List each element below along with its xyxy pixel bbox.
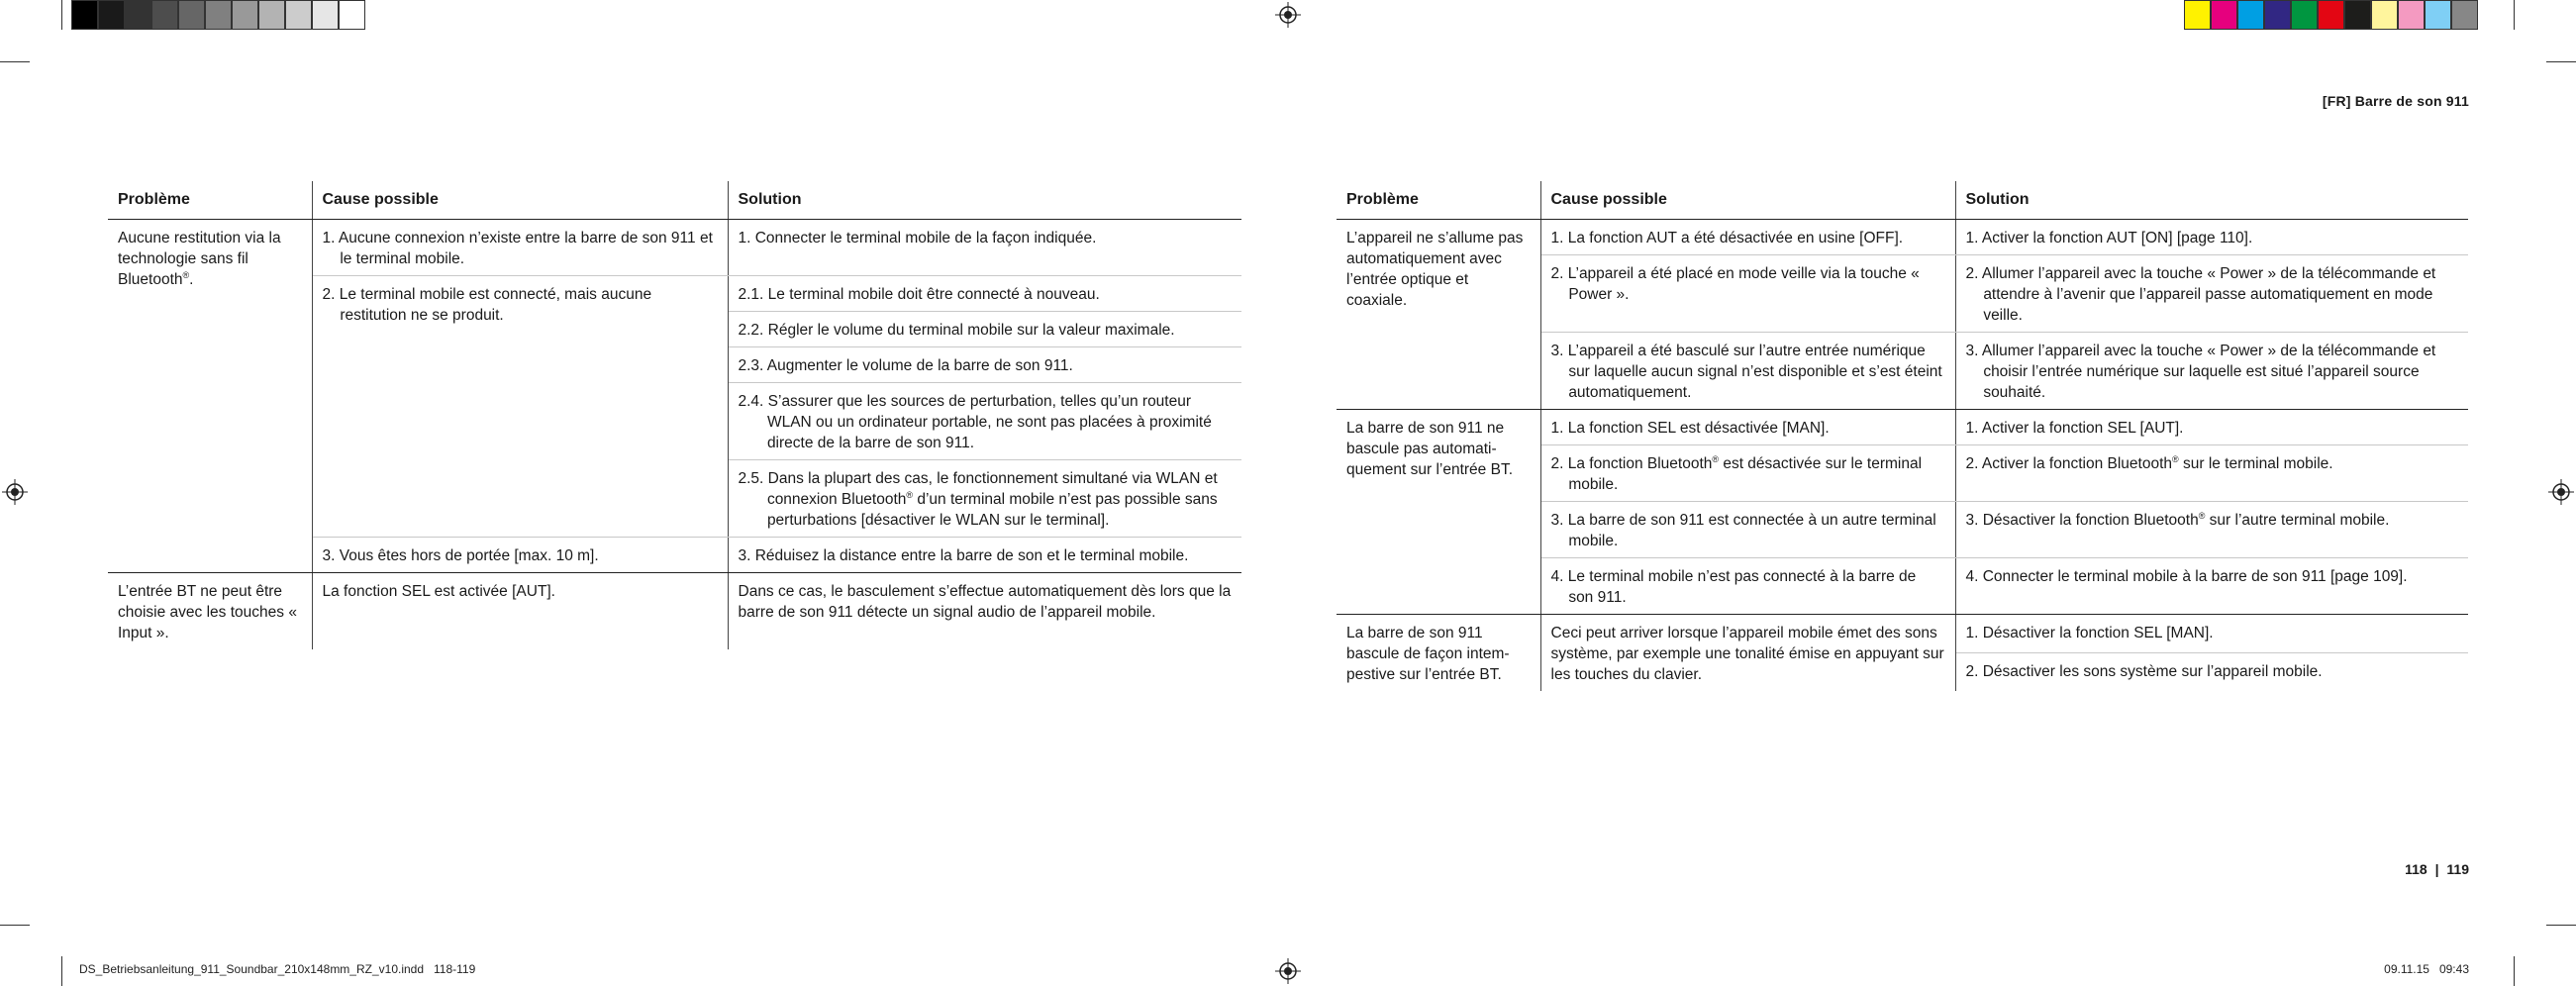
gray-swatch (339, 0, 365, 30)
color-swatch (2291, 0, 2318, 30)
color-swatch (2425, 0, 2451, 30)
crop-mark (0, 61, 30, 62)
cause-cell: 2. L’appareil a été placé en mode veille via la touche « Power ». (1540, 255, 1955, 333)
footer-timestamp: 09.11.15 09:43 (2384, 962, 2469, 976)
color-swatch (2398, 0, 2425, 30)
page-numbers (2405, 861, 2469, 877)
registration-mark-icon (2548, 479, 2574, 505)
problem-cell: L’entrée BT ne peut être choisie avec les touches « Input ». (108, 573, 312, 650)
column-header-problem: Problème (108, 181, 312, 220)
color-swatch (2237, 0, 2264, 30)
problem-cell: La barre de son 911 ne bascule pas automati- quement sur l’entrée BT. (1337, 410, 1540, 615)
table-row (108, 220, 1241, 276)
gray-swatch (205, 0, 232, 30)
color-swatch (2184, 0, 2211, 30)
gray-swatch (258, 0, 285, 30)
gray-swatch (178, 0, 205, 30)
cause-cell: 3. Vous êtes hors de portée [max. 10 m]. (312, 538, 728, 573)
page-number-separator: | (2434, 861, 2439, 877)
gray-swatch (125, 0, 151, 30)
solution-cell: Dans ce cas, le basculement s’effectue automatiquement dès lors que la barre de son 911 détecte un signal audio de l’appareil mobile. (738, 583, 1232, 621)
problem-cell: L’appareil ne s’allume pas automatiquement avec l’entrée optique et coaxiale. (1337, 220, 1540, 410)
cause-cell: La fonction SEL est activée [AUT]. (312, 573, 728, 650)
page-number-left: 118 (2405, 861, 2427, 877)
solution-cell: 3. Allumer l’appareil avec la touche « Power » de la télécommande et choisir l’entrée numérique sur laquelle est situé l’appareil source souhaité. (1955, 333, 2468, 410)
column-header-cause: Cause possible (1540, 181, 1955, 220)
crop-mark (2546, 61, 2576, 62)
solution-cell: 2.4. S’assurer que les sources de perturbation, telles qu’un routeur WLAN ou un ordinateur portable, ne sont pas placées à proximité directe de la barre de son 911. (728, 383, 1241, 460)
registration-mark-icon (1275, 958, 1301, 984)
column-header-solution: Solution (728, 181, 1241, 220)
crop-mark (0, 925, 30, 926)
registration-mark-icon (2, 479, 28, 505)
gray-swatch (98, 0, 125, 30)
cause-cell: 3. La barre de son 911 est connectée à un autre terminal mobile. (1540, 502, 1955, 558)
solution-cell: 1. Activer la fonction AUT [ON] [page 110]. (1955, 220, 2468, 255)
color-swatch (2318, 0, 2344, 30)
solution-cell: 3. Désactiver la fonction Bluetooth® sur l’autre terminal mobile. (1955, 502, 2468, 558)
cause-cell: 1. La fonction AUT a été désactivée en usine [OFF]. (1540, 220, 1955, 255)
gray-swatch (232, 0, 258, 30)
gray-swatch (71, 0, 98, 30)
problem-cell: La barre de son 911 bascule de façon intem- pestive sur l’entrée BT. (1337, 615, 1540, 692)
gray-swatch (312, 0, 339, 30)
crop-mark (2546, 925, 2576, 926)
solution-cell: 2. Allumer l’appareil avec la touche « Power » de la télécommande et attendre à l’avenir que l’appareil passe automatiquement en mode veille. (1955, 255, 2468, 333)
color-swatch (2371, 0, 2398, 30)
crop-mark (61, 0, 62, 30)
solution-cell: 2.5. Dans la plupart des cas, le fonctionnement simultané via WLAN et connexion Bluetooth® d’un terminal mobile n’est pas possible sans perturbations [désactiver le WLAN sur le terminal]. (728, 460, 1241, 538)
gray-swatch (151, 0, 178, 30)
color-swatch (2344, 0, 2371, 30)
crop-mark (61, 956, 62, 986)
table-row (1337, 410, 2468, 445)
footer-filename: DS_Betriebsanleitung_911_Soundbar_210x148mm_RZ_v10.indd 118-119 (79, 962, 476, 976)
color-swatch (2451, 0, 2478, 30)
column-header-cause: Cause possible (312, 181, 728, 220)
column-header-problem: Problème (1337, 181, 1540, 220)
cause-cell: Ceci peut arriver lorsque l’appareil mobile émet des sons système, par exemple une tonalité émise en appuyant sur les touches du clavier. (1540, 615, 1955, 692)
troubleshooting-table-left (108, 181, 1241, 649)
color-swatch (2211, 0, 2237, 30)
cause-cell: 3. L’appareil a été basculé sur l’autre entrée numérique sur laquelle aucun signal n’est disponible et s’est éteint automatiquement. (1540, 333, 1955, 410)
solution-cell: 1. Activer la fonction SEL [AUT]. (1955, 410, 2468, 445)
cause-cell: 2. Le terminal mobile est connecté, mais aucune restitution ne se produit. (312, 276, 728, 538)
table-header-row (1337, 181, 2468, 220)
color-swatch (2264, 0, 2291, 30)
cause-cell: 1. La fonction SEL est désactivée [MAN]. (1540, 410, 1955, 445)
troubleshooting-table-right (1337, 181, 2468, 691)
crop-mark (2514, 956, 2515, 986)
solution-cell: 3. Réduisez la distance entre la barre de son et le terminal mobile. (728, 538, 1241, 573)
column-header-solution: Solution (1955, 181, 2468, 220)
page-number-right: 119 (2446, 861, 2469, 877)
running-header: [FR] Barre de son 911 (2322, 93, 2469, 109)
cause-cell: 2. La fonction Bluetooth® est désactivée sur le terminal mobile. (1540, 445, 1955, 502)
table-row (1337, 220, 2468, 255)
registration-mark-icon (1275, 2, 1301, 28)
solution-cell: 4. Connecter le terminal mobile à la barre de son 911 [page 109]. (1955, 558, 2468, 615)
solution-cell: 2.2. Régler le volume du terminal mobile sur la valeur maximale. (728, 312, 1241, 347)
table-row (108, 573, 1241, 650)
gray-swatch (285, 0, 312, 30)
solution-cell: 2.3. Augmenter le volume de la barre de son 911. (728, 347, 1241, 383)
crop-mark (2514, 0, 2515, 30)
solution-cell: 2. Désactiver les sons système sur l’appareil mobile. (1965, 663, 2323, 681)
cause-cell: 4. Le terminal mobile n’est pas connecté à la barre de son 911. (1540, 558, 1955, 615)
table-row (1337, 615, 2468, 653)
cause-cell: 1. Aucune connexion n’existe entre la barre de son 911 et le terminal mobile. (312, 220, 728, 276)
solution-cell: 1. Désactiver la fonction SEL [MAN]. (1955, 615, 2468, 653)
solution-cell: 2. Activer la fonction Bluetooth® sur le terminal mobile. (1955, 445, 2468, 502)
solution-cell: 1. Connecter le terminal mobile de la façon indiquée. (728, 220, 1241, 276)
table-header-row (108, 181, 1241, 220)
solution-cell: 2.1. Le terminal mobile doit être connecté à nouveau. (728, 276, 1241, 312)
problem-cell: Aucune restitution via la technologie sans fil Bluetooth®. (108, 220, 312, 573)
